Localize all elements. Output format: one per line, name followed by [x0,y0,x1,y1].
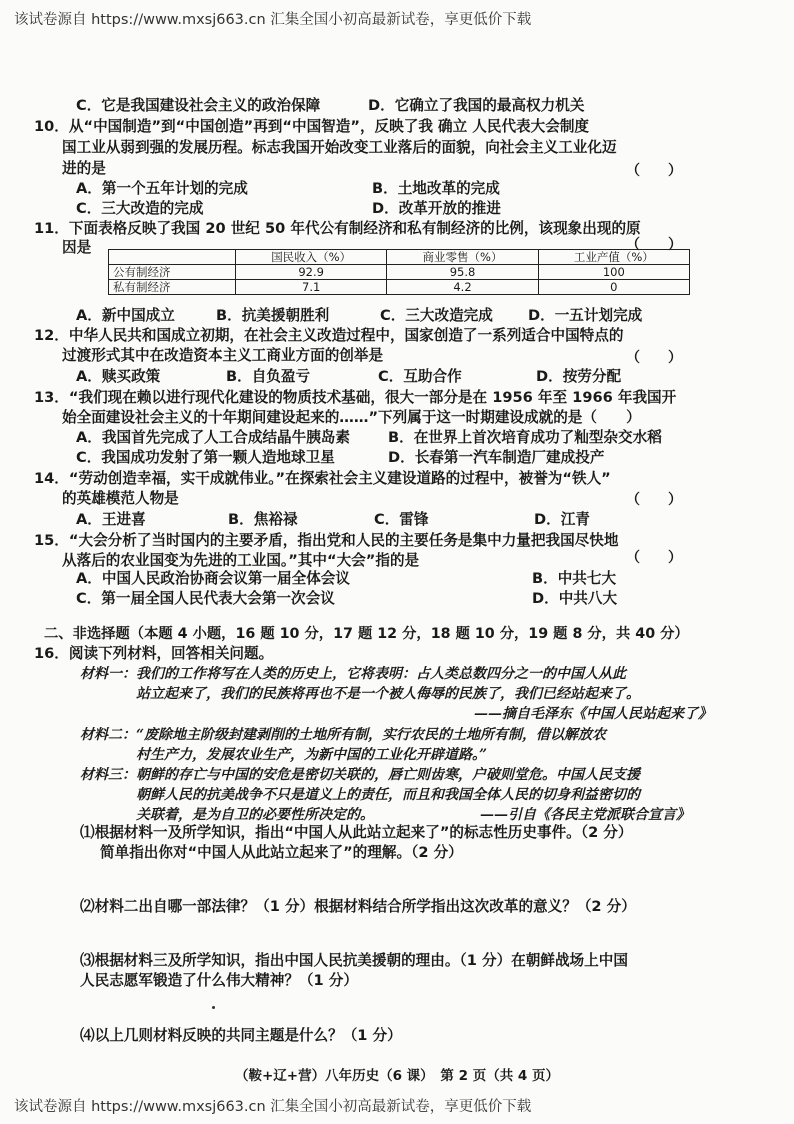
q13-option-d: D．长春第一汽车制造厂建成投产 [388,449,605,466]
q16-material3-line3: 关联着，是为自卫的必要性所决定的。 [136,807,374,823]
table-header-cell: 工业产值（%） [538,250,689,265]
q14-answer-blank: （ ） [626,492,682,508]
table-cell: 92.9 [236,265,387,280]
watermark-top: 该试卷源自 https://www.mxsj663.cn 汇集全国小初高最新试卷，享更低价下载 [14,12,532,28]
q10-answer-blank: （ ） [626,163,682,179]
q16-material2-line1: 材料二：“废除地主阶级封建剥削的土地所有制，实行农民的土地所有制，借以解放农 [80,727,607,743]
table-row [109,280,690,295]
q12-option-b: B．自负盈亏 [226,368,311,385]
table-header-cell: 商业零售（%） [387,250,538,265]
q16-material3-source: ——引自《各民主党派联合宣言》 [480,807,690,823]
q12-stem-line1: 12．中华人民共和国成立初期，在社会主义改造过程中，国家创造了一系列适合中国特点的 [34,327,624,344]
q16-sub1-line1: ⑴根据材料一及所学知识，指出“中国人从此站立起来了”的标志性历史事件。（2 分） [80,824,633,841]
q10-option-b: B．土地改革的完成 [372,180,500,197]
q16-material2-line2: 村生产力，发展农业生产，为新中国的工业化开辟道路。” [136,747,488,763]
q16-sub2: ⑵材料二出自哪一部法律？（1 分）根据材料结合所学指出这次改革的意义？（2 分） [80,898,636,915]
q14-stem-line1: 14．“劳动创造幸福，实干成就伟业。”在探索社会主义建设道路的过程中，被誉为“铁人” [34,470,611,487]
q9-option-d: D．它确立了我国的最高权力机关 [368,97,585,114]
table-header-cell [109,250,236,265]
q11-answer-blank: （ ） [626,237,682,253]
q9-option-c: C．它是我国建设社会主义的政治保障 [76,97,321,114]
q16-sub3-line1: ⑶根据材料三及所学知识，指出中国人民抗美援朝的理由。（1 分）在朝鲜战场上中国 [80,952,628,969]
stray-mark [212,1006,215,1009]
q14-option-b: B．焦裕禄 [228,511,298,528]
q10-stem-line2: 国工业从弱到强的发展历程。标志我国开始改变工业落后的面貌，向社会主义工业化迈 [62,139,617,156]
table-cell: 95.8 [387,265,538,280]
q10-stem-line3: 进的是 [62,160,106,177]
q13-option-a: A．我国首先完成了人工合成结晶牛胰岛素 [76,429,350,446]
q14-option-c: C．雷锋 [374,511,429,528]
table-header-row [109,250,690,265]
q11-data-table [108,249,690,295]
q13-option-c: C．我国成功发射了第一颗人造地球卫星 [76,449,335,466]
watermark-bottom: 该试卷源自 https://www.mxsj663.cn 汇集全国小初高最新试卷，享更低价下载 [14,1099,532,1115]
q11-option-d: D．一五计划完成 [528,307,643,324]
table-cell: 私有制经济 [109,280,236,295]
table-cell: 公有制经济 [109,265,236,280]
q12-option-c: C．互助合作 [378,368,462,385]
section-heading-nonchoice: 二、非选择题（本题 4 小题，16 题 10 分，17 题 12 分，18 题 10 分，19 题 8 分，共 40 分） [44,626,689,642]
q11-option-c: C．三大改造完成 [380,307,493,324]
table-cell: 7.1 [236,280,387,295]
q11-stem-line1: 11．下面表格反映了我国 20 世纪 50 年代公有制经济和私有制经济的比例，该现象出现的原 [34,220,641,237]
q15-stem-line1: 15．“大会分析了当时国内的主要矛盾，指出党和人民的主要任务是集中力量把我国尽快地 [34,532,619,549]
table-cell: 100 [538,265,689,280]
q13-option-b: B．在世界上首次培育成功了籼型杂交水稻 [388,429,662,446]
q10-stem-line1: 10．从“中国制造”到“中国创造”再到“中国智造”，反映了我 确立 人民代表大会制度 [34,118,590,135]
q10-option-c: C．三大改造的完成 [76,200,204,217]
q16-sub1-line2: 简单指出你对“中国人从此站立起来了”的理解。（2 分） [100,844,463,861]
q10-option-a: A．第一个五年计划的完成 [76,180,248,197]
q16-sub4: ⑷以上几则材料反映的共同主题是什么？（1 分） [80,1027,402,1044]
q15-option-b: B．中共七大 [532,570,617,587]
table-cell: 4.2 [387,280,538,295]
q12-option-a: A．赎买政策 [76,368,161,385]
q15-option-c: C．第一届全国人民代表大会第一次会议 [76,590,335,607]
q16-material1-source: ——摘自毛泽东《中国人民站起来了》 [474,706,712,722]
q11-option-a: A．新中国成立 [76,307,175,324]
q12-stem-line2: 过渡形式其中在改造资本主义工商业方面的创举是 [62,347,384,364]
page-footer: （鞍+辽+营）八年历史（6 课） 第 2 页（共 4 页） [234,1068,560,1084]
q11-option-b: B．抗美援朝胜利 [216,307,330,324]
q14-option-a: A．王进喜 [76,511,146,528]
q16-sub3-line2: 人民志愿军锻造了什么伟大精神？（1 分） [80,972,358,989]
q15-option-d: D．中共八大 [532,590,618,607]
q15-answer-blank: （ ） [626,550,682,566]
q15-stem-line2: 从落后的农业国变为先进的工业国。”其中“大会”指的是 [62,552,420,569]
q16-material1-line1: 材料一：我们的工作将写在人类的历史上，它将表明：占人类总数四分之一的中国人从此 [80,666,626,682]
q14-stem-line2: 的英雄模范人物是 [62,490,179,507]
table-header-cell: 国民收入（%） [236,250,387,265]
q13-stem-line1: 13．“我们现在赖以进行现代化建设的物质技术基础，很大一部分是在 1956 年至 1966 年我国开 [34,389,677,406]
q13-stem-line2: 始全面建设社会主义的十年期间建设起来的……”下列属于这一时期建设成就的是（ ） [62,409,641,426]
q14-option-d: D．江青 [534,511,590,528]
table-cell: 0 [538,280,689,295]
q12-option-d: D．按劳分配 [536,368,622,385]
q16-material3-line2: 朝鲜人民的抗美战争不只是道义上的责任，而且和我国全体人民的切身利益密切的 [136,787,640,803]
table-row [109,265,690,280]
q15-option-a: A．中国人民政治协商会议第一届全体会议 [76,570,350,587]
q16-material1-line2: 站立起来了，我们的民族将再也不是一个被人侮辱的民族了，我们已经站起来了。 [136,686,640,702]
q11-stem-line2: 因是 [62,239,92,256]
q16-material3-line1: 材料三：朝鲜的存亡与中国的安危是密切关联的，唇亡则齿寒，户破则堂危。中国人民支援 [80,767,640,783]
q12-answer-blank: （ ） [626,350,682,366]
q16-stem: 16．阅读下列材料，回答相关问题。 [34,645,274,662]
q10-option-d: D．改革开放的推进 [372,200,501,217]
